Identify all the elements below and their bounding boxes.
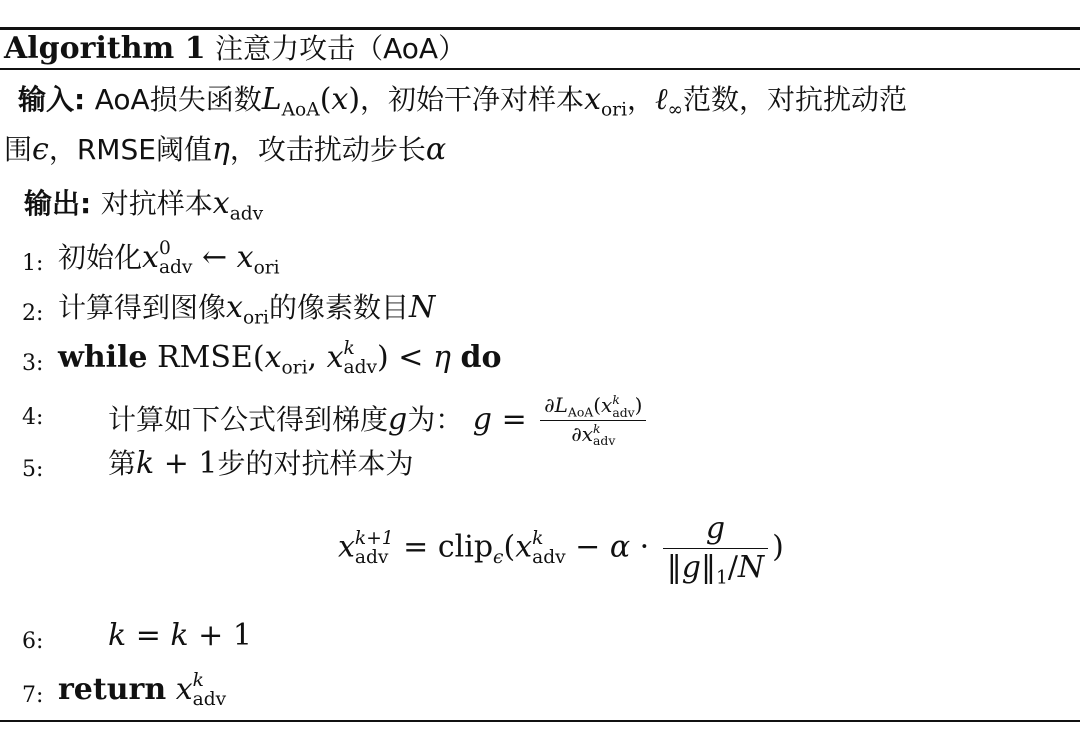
math-sub-adv: adv [192,689,227,710]
step-4-text: 计算如下公式得到梯度 [108,402,389,436]
math-sub-adv: adv [532,546,566,568]
output-line [24,186,264,225]
math-minus: − [575,529,601,565]
step-number-4: 4: [22,405,44,430]
math-norm: ‖g‖ [666,550,716,585]
step-number-6: 6: [22,629,44,654]
math-supsub [159,240,193,277]
rmse-text: RMSE [157,340,253,375]
math-partial: ∂ [544,393,555,417]
math-x: x [264,340,282,375]
math-ell: ℓ [655,82,668,117]
step-2-text-a: 计算得到图像 [58,291,227,324]
math-L: L [261,82,282,117]
math-sup-k: k [593,421,601,436]
step-5-text-b: 步的对抗样本为 [217,447,414,480]
math-lt: < [398,340,424,375]
input-text-norm: 范数，对抗扰动范 [683,83,908,116]
step-4 [108,394,650,448]
step-7 [58,672,226,710]
math-plus-one: + 1 [198,618,252,653]
math-x: x [226,290,243,325]
keyword-return: return [58,672,167,707]
math-k: k [170,618,189,653]
top-rule [0,27,1080,30]
step-1-text: 初始化 [58,241,143,274]
gradient-numerator: $\partial L_{AoA}(x$ k adv ) [540,394,646,421]
step-number-1: 1: [22,251,44,276]
math-sub-ori: ori [600,99,628,121]
math-L: L [554,393,568,417]
math-x: x [212,186,230,221]
gradient-fraction [540,394,646,448]
step-numerator: g [663,512,768,549]
keyword-do: do [460,340,502,375]
step-5-text-a: 第 [108,447,137,480]
step-denominator: $‖g‖_1/N$ [666,550,765,589]
math-supsub [354,527,394,568]
step-number-5: 5: [22,457,44,482]
math-sub-adv: adv [158,257,193,278]
step-2-text-b: 的像素数目 [268,291,409,324]
step-3: while $RMSE(x_{ori}$, x k adv ) < η do [58,338,502,379]
math-sub-adv: adv [354,546,389,568]
bottom-rule [0,720,1080,722]
input-text-step: ，攻击扰动步长 [229,133,426,166]
math-sub-inf: ∞ [667,99,684,121]
math-supsub [612,394,634,419]
input-line-2 [4,132,446,168]
math-k: k [108,618,127,653]
math-arrow: ← [201,240,228,275]
step-2 [58,290,436,329]
math-g: g [388,401,408,437]
step-number-2: 2: [22,301,44,326]
math-clip: clip [437,529,494,565]
step-6 [108,618,252,654]
math-sup-k: k [192,670,204,692]
math-alpha: α [609,529,631,565]
math-sup-k: k [612,392,620,408]
step-5 [108,446,414,482]
math-partial: ∂ [571,421,582,446]
math-N: N [737,550,765,585]
math-x: x [142,240,159,275]
math-x: x [581,421,593,446]
math-sub-eps: ϵ [493,547,504,568]
keyword-while: while [58,340,148,375]
header-rule [0,68,1080,70]
math-x: x [515,529,533,565]
input-text-rmse: ，RMSE阈值 [48,133,212,166]
math-x: x [338,529,355,565]
math-eq: = [403,529,429,565]
math-eta: η [211,132,230,167]
math-sub-ori: ori [281,357,308,379]
input-line-1: 输入: AoA损失函数$L_{AoA}(x)$，初始干净对样本$x_{ori}$，ℓ$_\infty$范数，对抗扰动范 [18,82,908,121]
math-eta: η [432,340,451,375]
math-supsub [344,340,378,377]
math-x: x [175,672,193,707]
math-x: x [331,82,349,117]
gradient-denominator [540,421,646,448]
math-eq: = [501,401,527,437]
update-equation: x k+1 adv = clip$_\epsilon$(x k adv − α · $\frac{g}{‖g‖_1/N}$ ) [338,511,784,589]
input-label: 输入: [18,83,86,116]
math-x: x [601,393,613,417]
math-sup-k: k [343,338,355,360]
math-g: g [472,401,493,437]
math-N: N [408,290,436,325]
math-supsub [193,672,227,709]
algorithm-title [4,31,466,67]
math-x: x [326,340,344,375]
step-1 [58,240,280,278]
math-sup-kp1: k+1 [354,527,394,549]
algorithm-name: 注意力攻击（AoA） [215,32,467,65]
math-sub-ori: ori [253,257,280,279]
math-sub-adv: adv [612,404,635,420]
math-plus-one: + 1 [163,446,218,481]
input-text-clean: ，初始干净对样本 [360,83,585,116]
math-sup-0: 0 [158,238,171,260]
math-sub-ori: ori [242,307,269,329]
math-sub-adv: adv [593,433,616,449]
output-text: 对抗样本 [100,187,213,220]
math-x: x [236,240,254,275]
output-label: 输出: [24,187,92,220]
input-text-loss: AoA损失函数 [94,83,262,116]
math-cdot: · [639,529,650,565]
math-sub-aoa: AoA [567,404,594,420]
math-sub-aoa: AoA [281,99,320,121]
algorithm-number: Algorithm 1 [4,31,206,66]
step-fraction [663,511,768,589]
math-sub-1: 1 [715,567,728,589]
math-sub-adv: adv [343,357,378,378]
math-alpha: α [425,132,447,167]
math-supsub [532,527,566,568]
step-number-3: 3: [22,351,44,376]
step-number-7: 7: [22,683,44,708]
math-eps: ϵ [32,132,49,167]
math-k: k [136,446,155,481]
math-x: x [584,82,601,117]
input-text-range: 围 [4,133,33,166]
step-4-text-b: 为： [407,402,464,436]
math-sup-k: k [532,527,544,549]
math-supsub [593,423,615,448]
math-sub-adv: adv [229,203,264,225]
math-eq: = [135,618,161,653]
